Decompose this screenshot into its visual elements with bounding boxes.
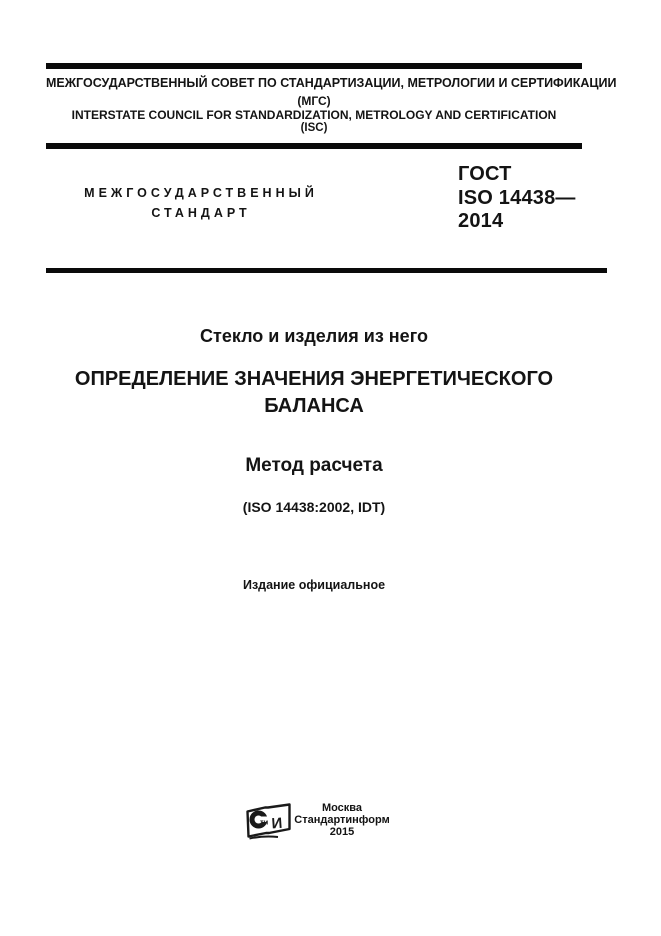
- standard-subtitle: Метод расчета: [245, 455, 383, 476]
- imprint-year: 2015: [329, 826, 355, 838]
- svg-text:ти: ти: [260, 817, 269, 827]
- iso-reference: (ISO 14438:2002, IDT): [242, 499, 386, 515]
- standard-code-line3: 2014: [458, 210, 504, 232]
- standard-kind: [46, 183, 356, 223]
- org-abbr-ru: (МГС): [297, 94, 331, 108]
- standard-subject: Стекло и изделия из него: [200, 326, 428, 346]
- svg-text:И: И: [270, 814, 283, 833]
- standard-kind-line2: СТАНДАРТ: [151, 206, 251, 220]
- edition-note: Издание официальное: [242, 578, 386, 592]
- main-title-line1: ОПРЕДЕЛЕНИЕ ЗНАЧЕНИЯ ЭНЕРГЕТИЧЕСКОГО: [74, 368, 554, 390]
- standard-designation: [458, 163, 576, 234]
- imprint-city: Москва: [321, 802, 363, 814]
- imprint: [272, 802, 412, 838]
- org-abbr-en: (ISC): [300, 122, 328, 134]
- standard-kind-line1: МЕЖГОСУДАРСТВЕННЫЙ: [84, 186, 318, 200]
- imprint-publisher: Стандартинформ: [294, 814, 390, 826]
- standard-main-title: [46, 366, 582, 420]
- main-title-line2: БАЛАНСА: [264, 395, 364, 417]
- standard-code-line2: ISO 14438—: [458, 186, 576, 209]
- org-name-ru: МЕЖГОСУДАРСТВЕННЫЙ СОВЕТ ПО СТАНДАРТИЗАЦИИ, МЕТРОЛОГИИ И СЕРТИФИКАЦИИ: [46, 76, 617, 90]
- org-name-en: INTERSTATE COUNCIL FOR STANDARDIZATION, METROLOGY AND CERTIFICATION: [71, 108, 557, 122]
- header-top-rule: [46, 63, 582, 69]
- header-bottom-rule: [46, 143, 582, 149]
- standard-code-line1: ГОСТ: [458, 163, 512, 185]
- designation-underline-rule: [46, 268, 607, 273]
